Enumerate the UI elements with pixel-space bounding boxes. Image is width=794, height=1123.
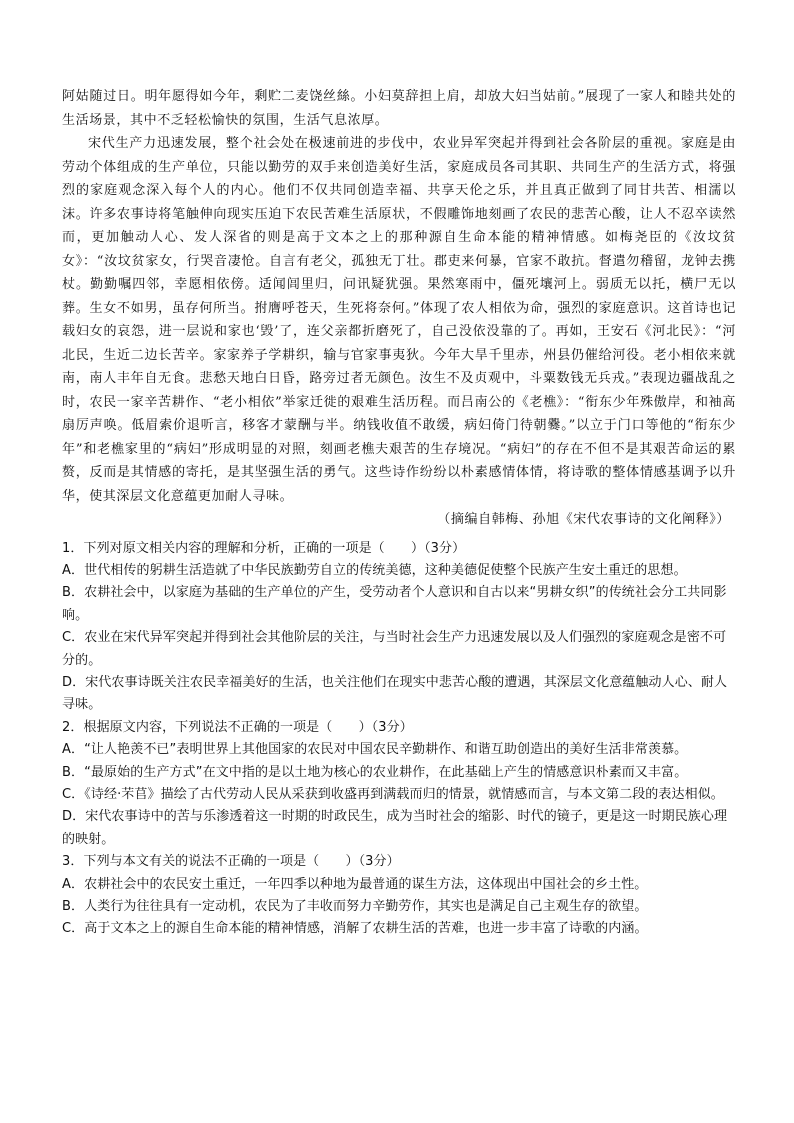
question-option: B．人类行为往往具有一定动机，农民为了丰收而努力辛勤劳作，其实也是满足自己主观生存的欲望。 (62, 899, 648, 914)
question-option: A．世代相传的躬耕生活造就了中华民族勤劳自立的传统美德，这种美德促使整个民族产生安土重迁的思想。 (62, 562, 687, 578)
passage-paragraph-continued: 阿姑随过日。明年愿得如今年，剩贮二麦饶丝絲。小妇莫辞担上肩，却放大妇当姑前。”展现了一家人和睦共处的生活场景，其中不乏轻松愉快的氛围，生活气息浓厚。 (62, 89, 736, 128)
passage-source: （摘编自韩梅、孙旭《宋代农事诗的文化阐释》） (437, 512, 730, 527)
question-option: B．“最原始的生产方式”在文中指的是以土地为核心的农业耕作，在此基础上产生的情感意识朴素而又丰富。 (62, 764, 688, 780)
question-option: C．农业在宋代异军突起并得到社会其他阶层的关注，与当时社会生产力迅速发展以及人们强烈的家庭观念是密不可分的。 (62, 630, 727, 668)
question-1 (62, 538, 736, 717)
question-stem: 3．下列与本文有关的说法不正确的一项是（ ）（3分） (62, 854, 400, 870)
question-option: A．农耕社会中的农民安土重迁，一年四季以种地为最普通的谋生方法，这体现出中国社会的乡土性。 (62, 876, 648, 892)
question-option: B．农耕社会中，以家庭为基础的生产单位的产生，受劳动者个人意识和自古以来“男耕女织”的传统社会分工共同影响。 (62, 585, 727, 623)
question-option: C．高于文本之上的源自生命本能的精神情感，消解了农耕生活的苦难，也进一步丰富了诗歌的内涵。 (62, 921, 648, 937)
question-option: D．宋代农事诗中的苦与乐渗透着这一时期的时政民生，成为当时社会的缩影、时代的镜子，更是这一时期民族心理的映射。 (62, 809, 728, 847)
question-stem: 2．根据原文内容，下列说法不正确的一项是（ ）（3分） (62, 719, 413, 735)
question-option: A．“让人艳羡不已”表明世界上其他国家的农民对中国农民辛勤耕作、和谐互助创造出的美好生活非常羡慕。 (62, 742, 688, 758)
passage-paragraph-main: 宋代生产力迅速发展，整个社会处在极速前进的步伐中，农业异军突起并得到社会各阶层的重视。家庭是由劳动个体组成的生产单位，只能以勤劳的双手来创造美好生活，家庭成员各司其职、共同生产的生活方式，将强烈的家庭观念深入每个人的内心。他们不仅共同创造幸福、共享天伦之乐，并且真正做到了同甘共苦、相濡以沫。许多农事诗将笔触伸向现实压迫下农民苦难生活原状，不假雕饰地刻画了农民的悲苦心酸，让人不忍卒读然而，更加触动人心、发人深省的则是高于文本之上的那种源自生命本能的精神情感。如梅尧臣的《汝坟贫女》：“汝坟贫家女，行哭音凄怆。自言有老父，孤独无丁壮。郡吏来何暴，官家不敢抗。督遣勿稽留，龙钟去携杖。勤勤嘱四邻，幸愿相依傍。适闻闾里归，问讯疑犹强。果然寒雨中，僵死壤河上。弱质无以托，横尸无以葬。生女不如男，虽存何所当。拊膺呼苍天，生死将奈何。”体现了农人相依为命，强烈的家庭意识。这首诗也记载妇女的哀怨，进一层说和家也‘毁’了，连父亲都折磨死了，自己没依没靠的了。再如，王安石《河北民》：“河北民，生近二边长苦辛。家家养子学耕织，输与官家事夷狄。今年大旱千里赤，州县仍催给河役。老小相依来就南，南人丰年自无食。悲愁天地白日昏，路旁过者无颜色。汝生不及贞观中，斗粟数钱无兵戎。”表现边疆战乱之时，农民一家辛苦耕作、“老小相依”举家迁徙的艰难生活历程。而吕南公的《老樵》：“衔东少年殊傲岸，和袖高扇厉声唤。低眉索价退听言，移客才蒙酬与半。纳钱收值不敢缓，病妇倚门待朝爨。”以立于门口等他的“衔东少年”和老樵家里的“病妇”形成明显的对照，刻画老樵夫艰苦的生存境况。“病妇”的存在不但不是其艰苦命运的累赘，反而是其情感的寄托，是其坚强生活的勇气。这些诗作纷纷以朴素感情体情，将诗歌的整体情感基调予以升华，使其深层文化意蕴更加耐人寻味。 (62, 136, 736, 504)
question-list (62, 538, 736, 941)
reading-passage (62, 85, 736, 532)
question-3 (62, 851, 736, 941)
question-2 (62, 717, 736, 851)
question-option: D．宋代农事诗既关注农民幸福美好的生活，也关注他们在现实中悲苦心酸的遭遇，其深层文化意蕴触动人心、耐人寻味。 (62, 674, 728, 713)
question-stem: 1．下列对原文相关内容的理解和分析，正确的一项是（ ）（3分） (62, 540, 466, 556)
question-option: C．《诗经·芣苢》描绘了古代劳动人民从采获到收盛再到满载而归的情景，就情感而言，与本文第二段的表达相似。 (62, 786, 724, 802)
